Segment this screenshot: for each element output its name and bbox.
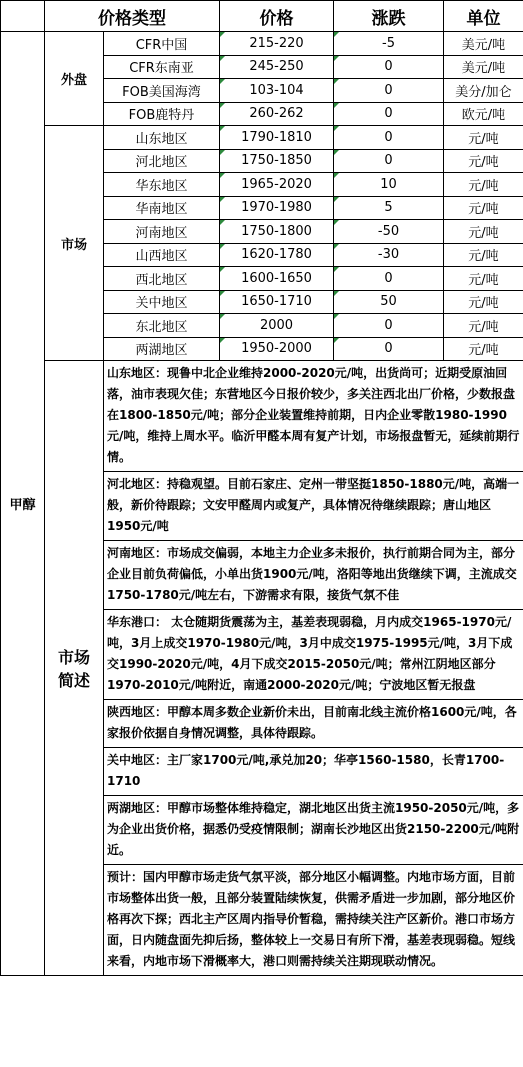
- summary-label-line2: 简述: [57, 671, 90, 690]
- unit-value: 美元/吨: [444, 55, 523, 79]
- unit-value: 元/吨: [444, 196, 523, 220]
- header-type: 价格类型: [45, 1, 220, 32]
- change-value: 50: [334, 290, 444, 314]
- change-value: -30: [334, 243, 444, 267]
- unit-value: 元/吨: [444, 149, 523, 173]
- summary-row: [1, 361, 523, 472]
- summary-note: [104, 472, 523, 541]
- price-value: 1965-2020: [220, 173, 334, 197]
- price-value: 103-104: [220, 79, 334, 103]
- region-name: 东北地区: [104, 314, 220, 338]
- price-row: [1, 126, 523, 150]
- product-label: 甲醇: [1, 32, 45, 976]
- change-value: 0: [334, 79, 444, 103]
- unit-value: 美分/加仑: [444, 79, 523, 103]
- summary-note-text: 华东港口： 太仓随期货震荡为主，基差表现弱稳，月内成交1965-1970元/吨，3月上成交1970-1980元/吨，3月中成交1975-1995元/吨，3月下成交1990-2020元/吨，4月下成交2015-2050元/吨；常州江阴地区部分1970-2010元/吨附近，南通2000-2020元/吨；宁波地区暂无报盘: [107, 615, 513, 692]
- change-value: 5: [334, 196, 444, 220]
- unit-value: 欧元/吨: [444, 102, 523, 126]
- header-row: [1, 1, 523, 32]
- change-value: -50: [334, 220, 444, 244]
- unit-value: 元/吨: [444, 337, 523, 361]
- price-value: 1970-1980: [220, 196, 334, 220]
- change-value: 0: [334, 337, 444, 361]
- summary-label-line1: 市场: [57, 648, 90, 667]
- header-change: 涨跌: [334, 1, 444, 32]
- unit-value: 元/吨: [444, 126, 523, 150]
- change-value: -5: [334, 32, 444, 56]
- summary-label: [45, 361, 104, 976]
- summary-note-text: 陕西地区：甲醇本周多数企业新价未出，目前南北线主流价格1600元/吨，各家报价依据自身情况调整，具体待跟踪。: [107, 705, 517, 740]
- summary-note: [104, 865, 523, 976]
- change-value: 0: [334, 314, 444, 338]
- region-name: 河北地区: [104, 149, 220, 173]
- header-blank: [1, 1, 45, 32]
- change-value: 0: [334, 102, 444, 126]
- category-label: 外盘: [45, 32, 104, 126]
- price-value: 1750-1800: [220, 220, 334, 244]
- header-price: 价格: [220, 1, 334, 32]
- price-value: 215-220: [220, 32, 334, 56]
- price-value: 260-262: [220, 102, 334, 126]
- region-name: CFR东南亚: [104, 55, 220, 79]
- region-name: FOB鹿特丹: [104, 102, 220, 126]
- change-value: 10: [334, 173, 444, 197]
- summary-note-text: 河南地区：市场成交偏弱，本地主力企业多未报价，执行前期合同为主，部分企业目前负荷偏低，小单出货1900元/吨，洛阳等地出货继续下调，主流成交1750-1780元/吨左右，下游需求有限，接货气氛不佳: [107, 546, 517, 602]
- summary-note: [104, 796, 523, 865]
- summary-note: [104, 541, 523, 610]
- summary-note-text: 山东地区：现鲁中北企业维持2000-2020元/吨，出货尚可；近期受原油回落，油市表现欠佳；东营地区今日报价较少，多关注西北出厂价格，少数报盘在1800-1850元/吨；部分企业装置维持前期，日内企业零散1980-1990元/吨，维持上周水平。临沂甲醛本周有复产计划，市场报盘暂无，延续前期行情。: [107, 366, 520, 464]
- price-value: 1750-1850: [220, 149, 334, 173]
- region-name: 河南地区: [104, 220, 220, 244]
- summary-note-text: 预计：国内甲醇市场走货气氛平淡，部分地区小幅调整。内地市场方面，目前市场整体出货一般，且部分装置陆续恢复，供需矛盾进一步加剧，部分地区价格再次下探；西北主产区周内指导价暂稳，需持续关注产区新价。港口市场方面，日内随盘面先抑后扬，整体较上一交易日有所下滑，基差表现弱稳。短线来看，内地市场下滑概率大，港口则需持续关注期现联动情况。: [107, 870, 516, 968]
- region-name: FOB美国海湾: [104, 79, 220, 103]
- summary-note-text: 关中地区：主厂家1700元/吨,承兑加20；华亭1560-1580，长青1700-1710: [107, 753, 505, 788]
- summary-note-text: 河北地区：持稳观望。目前石家庄、定州一带坚挺1850-1880元/吨，高端一般，新价待跟踪；文安甲醛周内或复产，具体情况待继续跟踪；唐山地区1950元/吨: [107, 477, 520, 533]
- category-label: 市场: [45, 126, 104, 361]
- price-value: 1790-1810: [220, 126, 334, 150]
- unit-value: 元/吨: [444, 267, 523, 291]
- price-value: 1650-1710: [220, 290, 334, 314]
- region-name: 山东地区: [104, 126, 220, 150]
- change-value: 0: [334, 149, 444, 173]
- unit-value: 美元/吨: [444, 32, 523, 56]
- unit-value: 元/吨: [444, 290, 523, 314]
- summary-note: [104, 361, 523, 472]
- price-value: 245-250: [220, 55, 334, 79]
- header-unit: 单位: [444, 1, 523, 32]
- price-value: 2000: [220, 314, 334, 338]
- region-name: 山西地区: [104, 243, 220, 267]
- change-value: 0: [334, 126, 444, 150]
- region-name: 两湖地区: [104, 337, 220, 361]
- summary-note: [104, 748, 523, 796]
- summary-note: [104, 700, 523, 748]
- change-value: 0: [334, 267, 444, 291]
- change-value: 0: [334, 55, 444, 79]
- price-value: 1950-2000: [220, 337, 334, 361]
- price-value: 1600-1650: [220, 267, 334, 291]
- unit-value: 元/吨: [444, 314, 523, 338]
- unit-value: 元/吨: [444, 243, 523, 267]
- summary-note-text: 两湖地区：甲醇市场整体维持稳定，湖北地区出货主流1950-2050元/吨，多为企业出货价格，据悉仍受疫情限制；湖南长沙地区出货2150-2200元/吨附近。: [107, 801, 520, 857]
- region-name: 华东地区: [104, 173, 220, 197]
- region-name: CFR中国: [104, 32, 220, 56]
- region-name: 西北地区: [104, 267, 220, 291]
- region-name: 关中地区: [104, 290, 220, 314]
- unit-value: 元/吨: [444, 220, 523, 244]
- price-row: [1, 32, 523, 56]
- price-value: 1620-1780: [220, 243, 334, 267]
- unit-value: 元/吨: [444, 173, 523, 197]
- summary-note: [104, 610, 523, 700]
- region-name: 华南地区: [104, 196, 220, 220]
